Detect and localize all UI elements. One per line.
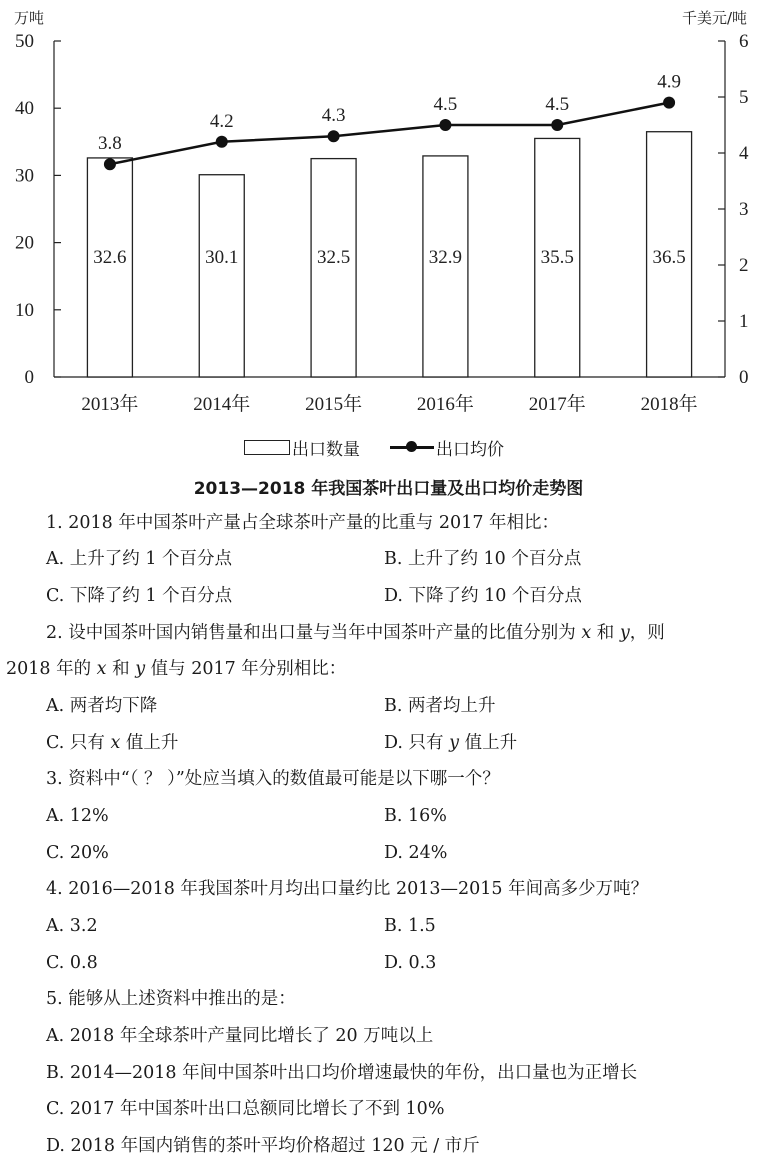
question-4-option-d[interactable]: D. 0.3 [384, 953, 437, 973]
price-line [110, 103, 669, 165]
question-2-option-d[interactable] [384, 731, 517, 755]
question-4-option-a[interactable]: A. 3.2 [46, 916, 98, 936]
price-value-label: 3.8 [98, 133, 122, 155]
q2-option-d-part: 值上升 [459, 733, 518, 753]
x-tick-label: 2017年 [528, 394, 586, 415]
x-tick-label: 2016年 [416, 394, 474, 415]
bar-value-label: 32.9 [428, 247, 463, 268]
question-3-option-b[interactable]: B. 16% [384, 806, 447, 826]
q2-var-x: x [581, 623, 592, 643]
question-3-option-d[interactable]: D. 24% [384, 843, 448, 863]
q2-var-x: x [110, 733, 121, 753]
right-tick-label: 3 [739, 199, 749, 220]
left-tick-label: 50 [15, 31, 34, 52]
question-2-option-c[interactable] [46, 731, 178, 755]
left-tick-label: 10 [15, 299, 34, 321]
q2-stem-part: 2. 设中国茶叶国内销售量和出口量与当年中国茶叶产量的比值分别为 [46, 623, 582, 643]
question-1-stem: 1. 2018 年中国茶叶产量占全球茶叶产量的比重与 2017 年相比： [46, 513, 560, 533]
question-1-option-b[interactable]: B. 上升了约 10 个百分点 [384, 549, 582, 569]
price-point [216, 136, 228, 148]
left-axis-unit: 万吨 [14, 9, 45, 27]
bar-value-label: 30.1 [205, 247, 239, 268]
question-2-stem [46, 621, 665, 645]
legend-line-swatch [390, 437, 434, 457]
chart-legend [244, 434, 504, 460]
q2-var-y: y [135, 659, 146, 679]
price-point [663, 97, 675, 109]
q2-stem-part: 2018 年的 [6, 659, 97, 679]
legend-line-label: 出口均价 [436, 439, 504, 460]
question-1-option-a[interactable]: A. 上升了约 1 个百分点 [46, 549, 233, 569]
question-4-stem: 4. 2016—2018 年我国茶叶月均出口量约比 2013—2015 年间高多少万吨？ [46, 879, 649, 899]
q2-option-c-part: 值上升 [120, 733, 179, 753]
question-3-option-a[interactable]: A. 12% [46, 806, 109, 826]
right-tick-label: 6 [739, 31, 749, 52]
q2-var-y: y [619, 623, 630, 643]
question-2-stem-line2 [6, 657, 346, 681]
left-tick-label: 20 [15, 232, 34, 254]
q2-stem-part: 值与 2017 年分别相比： [145, 659, 347, 679]
legend-bar-swatch [244, 440, 290, 455]
question-2-option-a[interactable]: A. 两者均下降 [46, 696, 158, 716]
price-value-label: 4.2 [209, 110, 234, 132]
x-tick-label: 2018年 [640, 394, 698, 415]
left-tick-label: 0 [24, 367, 34, 388]
price-value-label: 4.3 [321, 105, 346, 127]
price-value-label: 4.5 [545, 94, 570, 115]
left-tick-label: 40 [15, 98, 34, 120]
q2-var-y: y [449, 733, 459, 753]
bar-value-label: 35.5 [540, 247, 574, 268]
right-tick-label: 5 [739, 87, 749, 108]
question-2-option-b[interactable]: B. 两者均上升 [384, 696, 496, 716]
question-5-option-d[interactable]: D. 2018 年国内销售的茶叶平均价格超过 120 元 / 市斤 [46, 1136, 480, 1156]
price-value-label: 4.9 [657, 71, 681, 93]
q2-option-c-part: C. 只有 [46, 733, 111, 753]
question-5-option-b[interactable]: B. 2014—2018 年间中国茶叶出口均价增速最快的年份，出口量也为正增长 [46, 1063, 638, 1083]
question-1-option-d[interactable]: D. 下降了约 10 个百分点 [384, 586, 582, 606]
price-point [439, 119, 451, 131]
question-3-option-c[interactable]: C. 20% [46, 843, 109, 863]
right-axis-unit: 千美元/吨 [682, 9, 748, 27]
x-tick-label: 2013年 [81, 394, 139, 415]
question-5-option-c[interactable]: C. 2017 年中国茶叶出口总额同比增长了不到 10% [46, 1099, 445, 1119]
q2-stem-part: 和 [591, 623, 620, 643]
q2-stem-part: ，则 [629, 623, 665, 643]
question-1-option-c[interactable]: C. 下降了约 1 个百分点 [46, 586, 233, 606]
question-5-option-a[interactable]: A. 2018 年全球茶叶产量同比增长了 20 万吨以上 [46, 1026, 434, 1046]
bar-value-label: 32.6 [93, 247, 127, 268]
legend-bar-label: 出口数量 [292, 439, 360, 460]
bar-value-label: 32.5 [316, 247, 351, 268]
q2-stem-part: 和 [106, 659, 136, 679]
chart-title: 2013—2018 年我国茶叶出口量及出口均价走势图 [193, 479, 584, 499]
right-tick-label: 4 [739, 143, 749, 164]
price-point [328, 130, 340, 142]
left-tick-label: 30 [15, 165, 34, 187]
price-point [551, 119, 563, 131]
question-4-option-c[interactable]: C. 0.8 [46, 953, 98, 973]
question-3-stem: 3. 资料中“（ ？ ）”处应当填入的数值最可能是以下哪一个？ [46, 769, 500, 789]
right-tick-label: 2 [739, 255, 749, 276]
question-5-stem: 5. 能够从上述资料中推出的是： [46, 989, 296, 1009]
q2-option-d-part: D. 只有 [384, 733, 450, 753]
q2-var-x: x [96, 659, 107, 679]
bar [199, 175, 244, 377]
right-tick-label: 0 [739, 367, 749, 388]
question-4-option-b[interactable]: B. 1.5 [384, 916, 436, 936]
right-tick-label: 1 [739, 311, 749, 332]
export-chart [0, 0, 777, 430]
x-tick-label: 2015年 [305, 394, 363, 415]
x-tick-label: 2014年 [193, 394, 251, 415]
bar-value-label: 36.5 [652, 247, 686, 268]
price-value-label: 4.5 [433, 94, 458, 115]
price-point [104, 158, 116, 170]
